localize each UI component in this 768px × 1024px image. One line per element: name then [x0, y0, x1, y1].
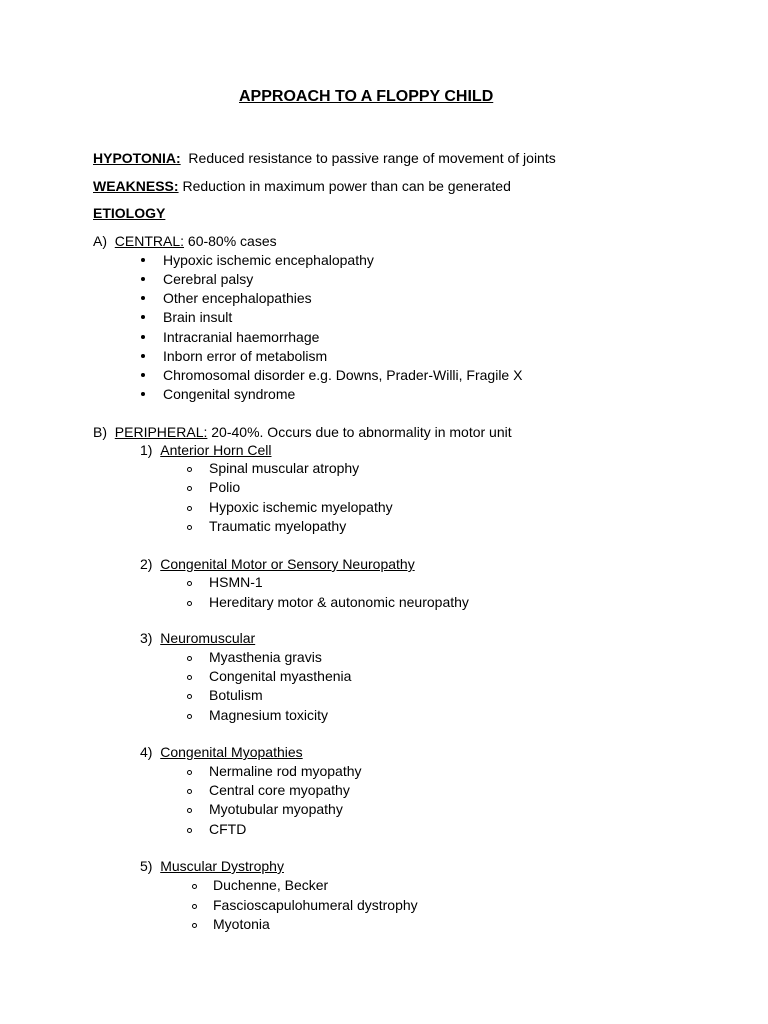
- peripheral-marker: B): [93, 424, 107, 440]
- peripheral-list-item: CFTD: [209, 821, 247, 837]
- peripheral-group-heading: [140, 857, 284, 875]
- peripheral-list-item: Congenital myasthenia: [209, 668, 352, 684]
- bullet-icon: [141, 354, 145, 358]
- bullet-icon: [141, 335, 145, 339]
- bullet-icon: [141, 258, 145, 262]
- peripheral-list-item: Myotonia: [213, 916, 270, 932]
- central-note: 60-80% cases: [187, 233, 277, 249]
- group-heading-text: Congenital Myopathies: [160, 744, 303, 760]
- central-list-item: Congenital syndrome: [163, 386, 296, 402]
- page-title: APPROACH TO A FLOPPY CHILD: [239, 88, 494, 105]
- central-marker: A): [93, 233, 107, 249]
- open-circle-bullet-icon: [192, 904, 197, 909]
- weakness-term: WEAKNESS:: [93, 178, 179, 194]
- bullet-icon: [141, 392, 145, 396]
- open-circle-bullet-icon: [187, 808, 192, 813]
- central-list-item: Inborn error of metabolism: [163, 348, 328, 364]
- peripheral-list-item: Traumatic myelopathy: [209, 518, 347, 534]
- group-number: 3): [140, 630, 153, 646]
- central-list-item: Hypoxic ischemic encephalopathy: [163, 252, 374, 268]
- peripheral-section-heading: [93, 423, 512, 441]
- group-heading-text: Congenital Motor or Sensory Neuropathy: [160, 556, 415, 572]
- peripheral-list-item: Hereditary motor & autonomic neuropathy: [209, 594, 469, 610]
- open-circle-bullet-icon: [187, 506, 192, 511]
- group-heading-text: Anterior Horn Cell: [160, 442, 272, 458]
- group-number: 2): [140, 556, 153, 572]
- peripheral-list-item: Nermaline rod myopathy: [209, 763, 362, 779]
- peripheral-list-item: Magnesium toxicity: [209, 707, 329, 723]
- hypotonia-term: HYPOTONIA:: [93, 150, 181, 166]
- central-label: CENTRAL:: [114, 233, 185, 249]
- bullet-icon: [141, 315, 145, 319]
- open-circle-bullet-icon: [187, 770, 192, 775]
- peripheral-list-item: Fascioscapulohumeral dystrophy: [213, 897, 418, 913]
- peripheral-list-item: Myasthenia gravis: [209, 649, 322, 665]
- open-circle-bullet-icon: [187, 694, 192, 699]
- group-heading-text: Neuromuscular: [160, 630, 256, 646]
- hypotonia-definition: [93, 149, 556, 167]
- open-circle-bullet-icon: [187, 828, 192, 833]
- etiology-heading: ETIOLOGY: [93, 205, 166, 221]
- central-list-item: Chromosomal disorder e.g. Downs, Prader-Willi, Fragile X: [163, 367, 523, 383]
- peripheral-list-item: Polio: [209, 479, 241, 495]
- group-heading-text: Muscular Dystrophy: [160, 858, 284, 874]
- bullet-icon: [141, 296, 145, 300]
- central-section-heading: [93, 232, 277, 250]
- peripheral-list-item: Myotubular myopathy: [209, 801, 343, 817]
- peripheral-group-heading: [140, 441, 272, 459]
- bullet-icon: [141, 277, 145, 281]
- open-circle-bullet-icon: [192, 923, 197, 928]
- central-list-item: Other encephalopathies: [163, 290, 312, 306]
- weakness-definition: [93, 177, 511, 195]
- open-circle-bullet-icon: [187, 714, 192, 719]
- central-list-item: Cerebral palsy: [163, 271, 254, 287]
- group-number: 1): [140, 442, 153, 458]
- peripheral-note: 20-40%. Occurs due to abnormality in motor unit: [211, 424, 512, 440]
- bullet-icon: [141, 373, 145, 377]
- open-circle-bullet-icon: [187, 789, 192, 794]
- peripheral-group-heading: [140, 743, 303, 761]
- group-number: 5): [140, 858, 153, 874]
- hypotonia-text: Reduced resistance to passive range of movement of joints: [188, 150, 556, 166]
- peripheral-list-item: Central core myopathy: [209, 782, 350, 798]
- weakness-text: Reduction in maximum power than can be generated: [182, 178, 511, 194]
- peripheral-group-heading: [140, 629, 255, 647]
- peripheral-list-item: Duchenne, Becker: [213, 877, 329, 893]
- open-circle-bullet-icon: [192, 884, 197, 889]
- open-circle-bullet-icon: [187, 467, 192, 472]
- peripheral-list-item: Hypoxic ischemic myelopathy: [209, 499, 393, 515]
- group-number: 4): [140, 744, 153, 760]
- peripheral-label: PERIPHERAL:: [114, 424, 208, 440]
- peripheral-list-item: Spinal muscular atrophy: [209, 460, 360, 476]
- open-circle-bullet-icon: [187, 486, 192, 491]
- peripheral-list-item: Botulism: [209, 687, 263, 703]
- peripheral-group-heading: [140, 555, 415, 573]
- open-circle-bullet-icon: [187, 675, 192, 680]
- open-circle-bullet-icon: [187, 581, 192, 586]
- peripheral-list-item: HSMN-1: [209, 574, 263, 590]
- open-circle-bullet-icon: [187, 525, 192, 530]
- central-list-item: Brain insult: [163, 309, 233, 325]
- open-circle-bullet-icon: [187, 656, 192, 661]
- open-circle-bullet-icon: [187, 601, 192, 606]
- central-list-item: Intracranial haemorrhage: [163, 329, 320, 345]
